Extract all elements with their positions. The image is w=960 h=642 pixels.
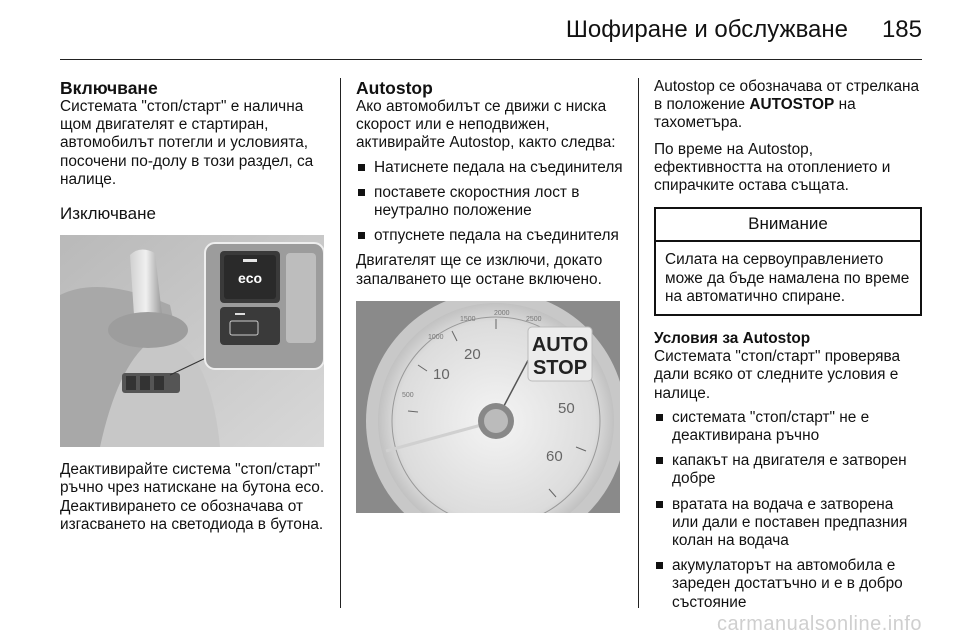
page-header (0, 0, 960, 60)
conditions-list (654, 409, 922, 612)
eco-button-label: eco (237, 270, 263, 287)
rpm-mark: 500 (402, 391, 414, 399)
page-number: 185 (881, 16, 922, 43)
list-item: поставете скоростния лост в неутрално положение (356, 184, 626, 220)
deactivation-text: Деактивирайте система "стоп/старт" ръчно чрез натискане на бутона eco. Деактивирането се обозначава от изгасването на светодиода в бутона. (60, 461, 325, 533)
autostop-steps (356, 159, 626, 246)
column-2 (356, 78, 626, 513)
gauge-number-60: 60 (546, 447, 563, 465)
tachometer-photo (356, 301, 620, 513)
gauge-number-10: 10 (433, 365, 450, 383)
autostop-auto-label: AUTO (531, 333, 589, 356)
list-item: системата "стоп/старт" не е деактивирана ръчно (654, 409, 922, 445)
section-heading-autostop: Autostop (356, 78, 433, 98)
section-heading-activation: Включване (60, 78, 158, 98)
gauge-number-50: 50 (558, 399, 575, 417)
rpm-mark: 1000 (428, 333, 444, 341)
list-item: акумулаторът на автомобила е зареден достатъчно и е в добро състояние (654, 557, 922, 612)
autostop-result: Двигателят ще се изключи, докато запалването ще остане включено. (356, 252, 603, 288)
list-item: вратата на водача е затворена или дали е поставен предпазния колан на водача (654, 496, 922, 551)
page-title: Шофиране и обслужване (565, 16, 848, 43)
list-item: капакът на двигателя е затворен добре (654, 452, 922, 488)
autostop-intro: Ако автомобилът се движи с ниска скорост или е неподвижен, активирайте Autostop, както следва: (356, 98, 616, 152)
eco-button-photo (60, 235, 324, 447)
header-divider (60, 59, 922, 60)
activation-text: Системата "стоп/старт" е налична щом двигателят е стартиран, автомобилът потегли и условията, посочени по-долу в този раздел, са налице. (60, 98, 314, 188)
eco-word: eco (294, 479, 320, 497)
gauge-number-20: 20 (464, 345, 481, 363)
rpm-mark: 2500 (526, 315, 542, 323)
column-divider-1 (340, 78, 341, 608)
column-divider-2 (638, 78, 639, 608)
column-1 (60, 78, 328, 534)
caution-text: Силата на сервоуправлението може да бъде намалена по време на автоматично спиране. (665, 251, 910, 305)
autostop-performance: По време на Autostop, ефективността на отоплението и спирачките остава същата. (654, 140, 891, 195)
rpm-mark: 2000 (494, 309, 510, 317)
caution-title: Внимание (656, 209, 920, 242)
section-heading-deactivation: Изключване (60, 204, 156, 224)
list-item: Натиснете педала на съединителя (356, 159, 626, 177)
rpm-mark: 1500 (460, 315, 476, 323)
watermark: carmanualsonline.info (716, 613, 922, 635)
autostop-indication: Autostop се обозначава от стрелкана в положение AUTOSTOP на тахометъра. (654, 78, 920, 132)
caution-box (654, 207, 922, 316)
conditions-intro: Системата "стоп/старт" проверява дали всяко от следните условия е налице. (654, 348, 901, 402)
section-heading-conditions: Условия за Autostop (654, 330, 811, 348)
list-item: отпуснете педала на съединителя (356, 227, 626, 245)
column-3 (654, 78, 922, 619)
autostop-stop-label: STOP (532, 356, 588, 379)
autostop-term: AUTOSTOP (749, 96, 835, 114)
